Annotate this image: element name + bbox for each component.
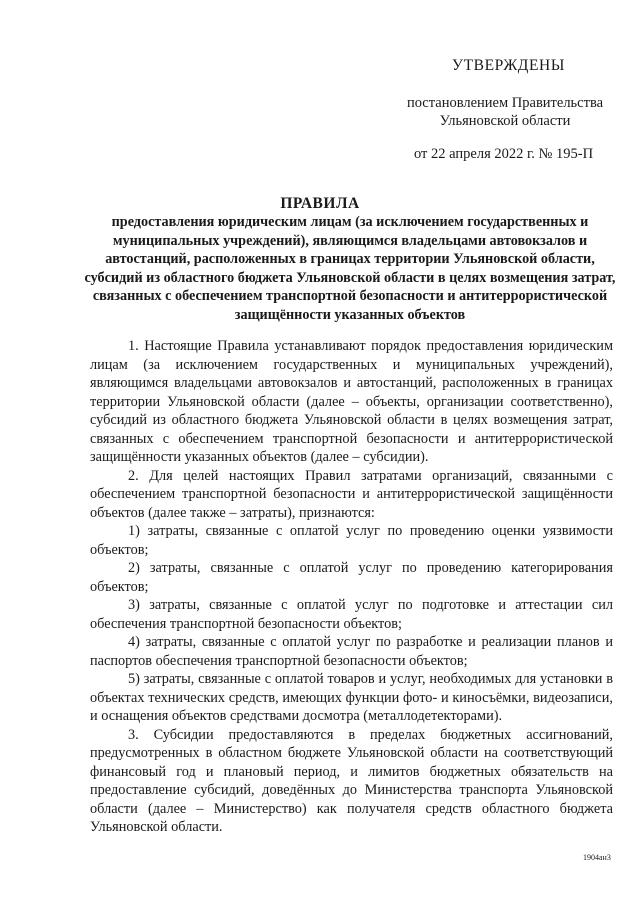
document-title: ПРАВИЛА — [280, 195, 360, 212]
list-item: 2) затраты, связанные с оплатой услуг по проведению категорирования объектов; — [90, 560, 613, 595]
list-item: 4) затраты, связанные с оплатой услуг по разработке и реализации планов и паспортов обеспечения транспортной безопасности объектов; — [90, 634, 613, 669]
approval-authority-line1: постановлением Правительства — [406, 95, 604, 111]
document-body — [90, 337, 613, 837]
paragraph: 1. Настоящие Правила устанавливают порядок предоставления юридическим лицам (за исключением государственных и муниципальных учреждений), являющимся владельцами автовокзалов и автостанций, расположенных в границах территории Ульяновской области (далее – объекты, организации соответственно), субсидий из областного бюджета Ульяновской области в целях возмещения затрат, связанных с обеспечением транспортной безопасности и антитеррористической защищённости указанных объектов (далее – субсидии). — [90, 338, 613, 465]
footer-code: 1904ан3 — [583, 853, 611, 862]
paragraph: 3. Субсидии предоставляются в пределах бюджетных ассигнований, предусмотренных в областном бюджете Ульяновской области на соответствующий финансовый год и плановый период, и лимитов бюджетных обязательств на предоставление субсидий, доведённых до Министерства транспорта Ульяновской области (далее – Министерство) как получателя средств областного бюджета Ульяновской области. — [90, 726, 613, 835]
document-subtitle: предоставления юридическим лицам (за исключением государственных и муниципальных учреждений), являющимся владельцами автовокзалов и автостанций, расположенных в границах территории Ульяновской области, субсидий из областного бюджета Ульяновской области в целях возмещения затрат, связанных с обеспечением транспортной безопасности и антитеррористической защищённости указанных объектов — [84, 214, 616, 323]
list-item: 3) затраты, связанные с оплатой услуг по подготовке и аттестации сил обеспечения транспортной безопасности объектов; — [90, 597, 613, 632]
approval-authority-line2: Ульяновской области — [439, 113, 571, 129]
paragraph: 2. Для целей настоящих Правил затратами организаций, связанными с обеспечением транспортной безопасности и антитеррористической защищённости объектов (далее также – затраты), признаются: — [90, 467, 613, 521]
approval-authority — [380, 94, 630, 130]
approval-heading: УТВЕРЖДЕНЫ — [452, 57, 565, 74]
list-item: 5) затраты, связанные с оплатой товаров и услуг, необходимых для установки в объектах технических средств, имеющих функции фото- и киносъёмки, видеозаписи, и оснащения объектов средствами досмотра (металлодетекторами). — [90, 671, 613, 724]
resolution-date: от 22 апреля 2022 г. № 195-П — [414, 146, 594, 162]
list-item: 1) затраты, связанные с оплатой услуг по проведению оценки уязвимости объектов; — [90, 523, 613, 558]
